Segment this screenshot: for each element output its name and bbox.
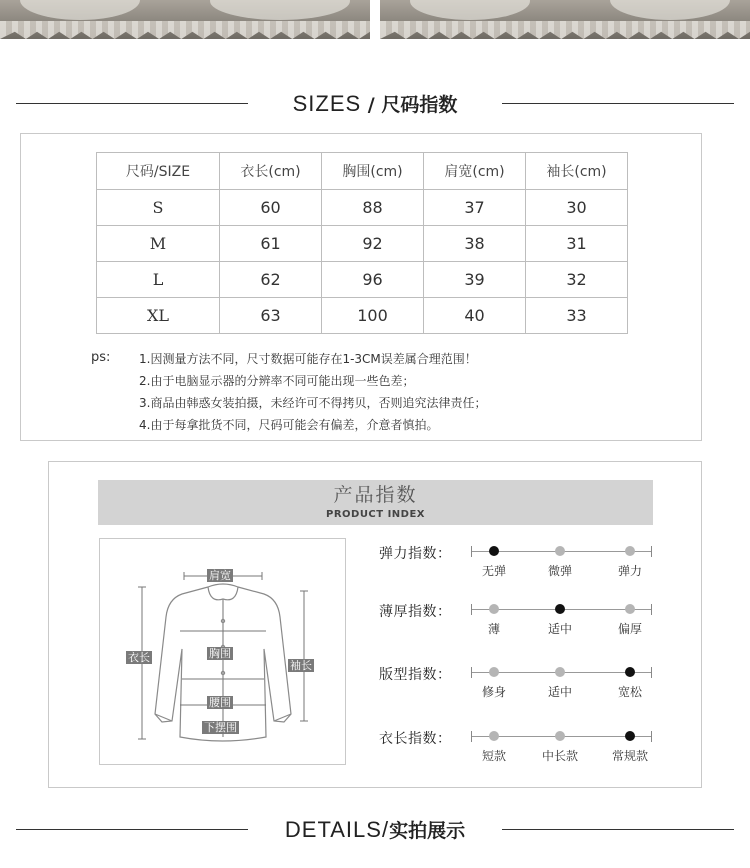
table-cell: 62: [220, 262, 322, 298]
table-cell: 88: [322, 190, 424, 226]
ps-label: ps:: [91, 350, 111, 365]
index-dot: [489, 604, 499, 614]
table-cell: 32: [526, 262, 628, 298]
index-option: 中长款: [541, 749, 578, 763]
chest-tag: 胸围: [209, 647, 231, 660]
table-cell: 30: [526, 190, 628, 226]
table-cell: 96: [322, 262, 424, 298]
index-option: 微弹: [547, 564, 572, 578]
garment-measure-diagram: [99, 538, 346, 765]
header-cell: 尺码/SIZE: [97, 153, 220, 190]
index-option: 弹力: [617, 564, 642, 578]
index-dot: [489, 731, 499, 741]
size-table: [96, 152, 628, 334]
table-cell: 37: [424, 190, 526, 226]
note-line: 1.因测量方法不同，尺寸数据可能存在1-3CM误差属合理范围！: [139, 352, 477, 366]
length-tag: 衣长: [128, 651, 150, 664]
table-cell: L: [97, 262, 220, 298]
top-photo-right: [380, 0, 750, 39]
table-cell: 100: [322, 298, 424, 334]
header-cell: 胸围(cm): [322, 153, 424, 190]
table-cell: 38: [424, 226, 526, 262]
length-index: [379, 731, 659, 776]
index-dot: [625, 604, 635, 614]
table-row: [97, 298, 628, 334]
sizes-title-en: SIZES: [292, 91, 362, 116]
table-cell: 60: [220, 190, 322, 226]
index-option: 适中: [547, 622, 572, 636]
index-dot: [555, 667, 565, 677]
shoulder-width-tag: 肩宽: [209, 569, 231, 582]
product-index-panel: [48, 461, 702, 788]
details-title-en: DETAILS/: [284, 817, 390, 842]
index-option: 薄: [487, 622, 500, 636]
index-option: 适中: [547, 685, 572, 699]
thickness-index: [379, 604, 659, 649]
table-cell: 63: [220, 298, 322, 334]
sleeve-tag: 袖长: [290, 659, 312, 672]
table-cell: XL: [97, 298, 220, 334]
product-index-header: [98, 480, 653, 525]
note-line: 4.由于每拿批货不同，尺码可能会有偏差，介意者慎拍。: [139, 418, 439, 432]
note-line: 3.商品由韩惑女装拍摄，未经许可不得拷贝，否则追究法律责任；: [139, 396, 487, 410]
size-chart-panel: [20, 133, 702, 441]
index-option: 偏厚: [617, 622, 642, 636]
index-dot: [555, 546, 565, 556]
table-cell: 40: [424, 298, 526, 334]
index-option: 宽松: [617, 685, 642, 699]
top-photo-left: [0, 0, 370, 39]
sizes-title-cn: 尺码指数: [381, 94, 458, 116]
index-option: 短款: [481, 749, 506, 763]
elasticity-index: [379, 546, 659, 591]
sizes-section-title: SIZES / 尺码指数: [0, 89, 750, 119]
table-cell: M: [97, 226, 220, 262]
details-section-title: [0, 815, 750, 845]
table-row: [97, 190, 628, 226]
details-title-cn: 实拍展示: [389, 820, 466, 842]
table-cell: 33: [526, 298, 628, 334]
index-dot: [489, 667, 499, 677]
note-line: 2.由于电脑显示器的分辨率不同可能出现一些色差；: [139, 374, 415, 388]
table-cell: 39: [424, 262, 526, 298]
hem-tag: 下摆围: [204, 721, 237, 734]
table-cell: 31: [526, 226, 628, 262]
index-option: 常规款: [611, 749, 648, 763]
product-index-title-cn: 产品指数: [333, 484, 418, 506]
index-option: 修身: [481, 685, 506, 699]
index-option: 无弹: [481, 564, 506, 578]
fit-index: [379, 667, 659, 712]
table-cell: 92: [322, 226, 424, 262]
product-index-title-en: PRODUCT INDEX: [325, 509, 426, 520]
waist-tag: 腰围: [209, 696, 231, 709]
index-dot: [625, 667, 635, 677]
index-dot: [489, 546, 499, 556]
index-label: 弹力指数：: [379, 546, 452, 562]
index-label: 版型指数：: [379, 667, 452, 683]
size-table-header: [97, 153, 628, 190]
index-dot: [555, 731, 565, 741]
table-row: [97, 262, 628, 298]
table-cell: S: [97, 190, 220, 226]
index-dot: [625, 546, 635, 556]
index-dot: [625, 731, 635, 741]
table-cell: 61: [220, 226, 322, 262]
index-label: 衣长指数：: [379, 731, 452, 747]
header-cell: 袖长(cm): [526, 153, 628, 190]
header-cell: 衣长(cm): [220, 153, 322, 190]
header-cell: 肩宽(cm): [424, 153, 526, 190]
table-row: [97, 226, 628, 262]
index-dot: [555, 604, 565, 614]
index-label: 薄厚指数：: [379, 604, 452, 620]
